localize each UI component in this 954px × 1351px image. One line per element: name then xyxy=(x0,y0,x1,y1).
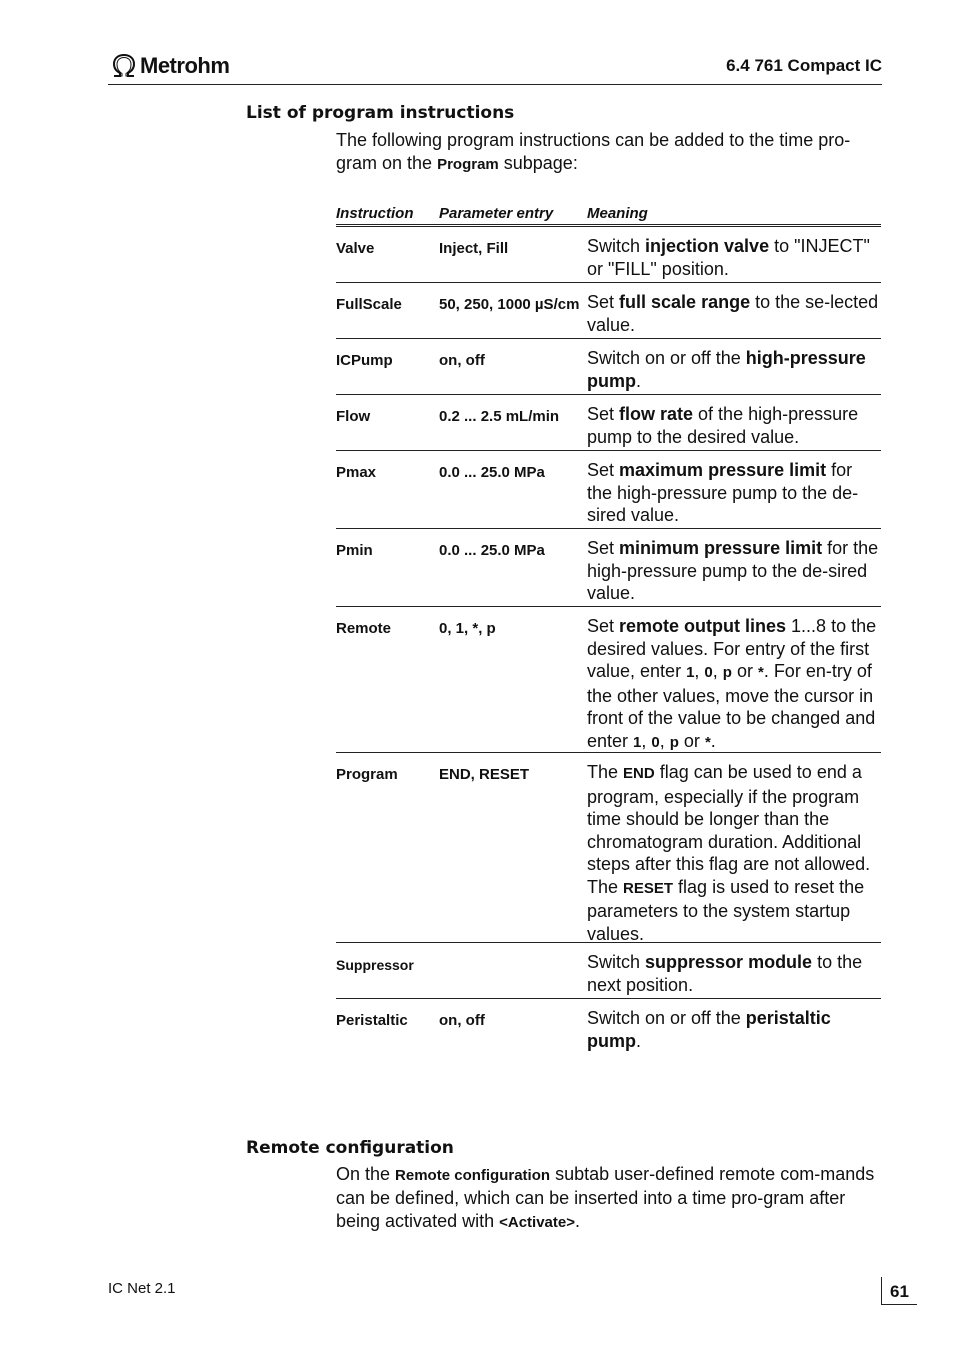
page-number: 61 xyxy=(881,1277,917,1305)
header-instruction: Instruction xyxy=(336,205,414,222)
instructions-table xyxy=(336,198,881,1055)
omega-logo-icon xyxy=(110,52,138,80)
table-row: Flow 0.2 ... 2.5 mL/min Set flow rate of the high-pressure pump to the desired value. xyxy=(336,395,881,451)
logo-text: Metrohm xyxy=(140,53,230,78)
table-row: Valve Inject, Fill Switch injection valve to "INJECT" or "FILL" position. xyxy=(336,227,881,283)
table-row: Pmin 0.0 ... 25.0 MPa Set minimum pressure limit for the high-pressure pump to the de-sired value. xyxy=(336,529,881,607)
activate-keyword: <Activate> xyxy=(499,1214,575,1231)
table-row: FullScale 50, 250, 1000 µS/cm Set full scale range to the se-lected value. xyxy=(336,283,881,339)
program-keyword: Program xyxy=(437,156,499,173)
table-row: ICPump on, off Switch on or off the high-pressure pump. xyxy=(336,339,881,395)
remote-configuration-keyword: Remote configuration xyxy=(395,1167,551,1184)
section-reference: 6.4 761 Compact IC xyxy=(726,56,882,75)
remote-paragraph: On the Remote configuration subtab user-defined remote com-mands can be defined, which can be inserted into a time pro-gram after being activated with <Activate>. xyxy=(336,1164,875,1231)
metrohm-logo xyxy=(110,52,229,80)
header-meaning: Meaning xyxy=(587,205,648,222)
table-header xyxy=(336,198,881,227)
intro-paragraph: The following program instructions can be added to the time pro-gram on the Program subpage: xyxy=(336,130,851,173)
footer-product: IC Net 2.1 xyxy=(108,1280,176,1297)
header-parameter: Parameter entry xyxy=(439,205,554,222)
table-row: Remote 0, 1, *, p Set remote output lines 1...8 to the desired values. For entry of the first value, enter 1, 0, p or *. For en-try of the other values, move the cursor in front of the value to be changed and enter 1, 0, p or *. xyxy=(336,607,881,753)
page-header xyxy=(108,50,882,85)
table-row: Suppressor Switch suppressor module to the next position. xyxy=(336,943,881,999)
table-row: Peristaltic on, off Switch on or off the peristaltic pump. xyxy=(336,1008,831,1051)
table-row: Program END, RESET The END flag can be used to end a program, especially if the program time should be longer than the chromatogram duration. Additional steps after this flag are not allowed. The RESET flag is used to reset the parameters to the system startup values. xyxy=(336,753,881,943)
heading-program-instructions: List of program instructions xyxy=(246,103,515,123)
table-row: Pmax 0.0 ... 25.0 MPa Set maximum pressure limit for the high-pressure pump to the de-sired value. xyxy=(336,451,881,529)
heading-remote-configuration: Remote configuration xyxy=(246,1138,454,1158)
